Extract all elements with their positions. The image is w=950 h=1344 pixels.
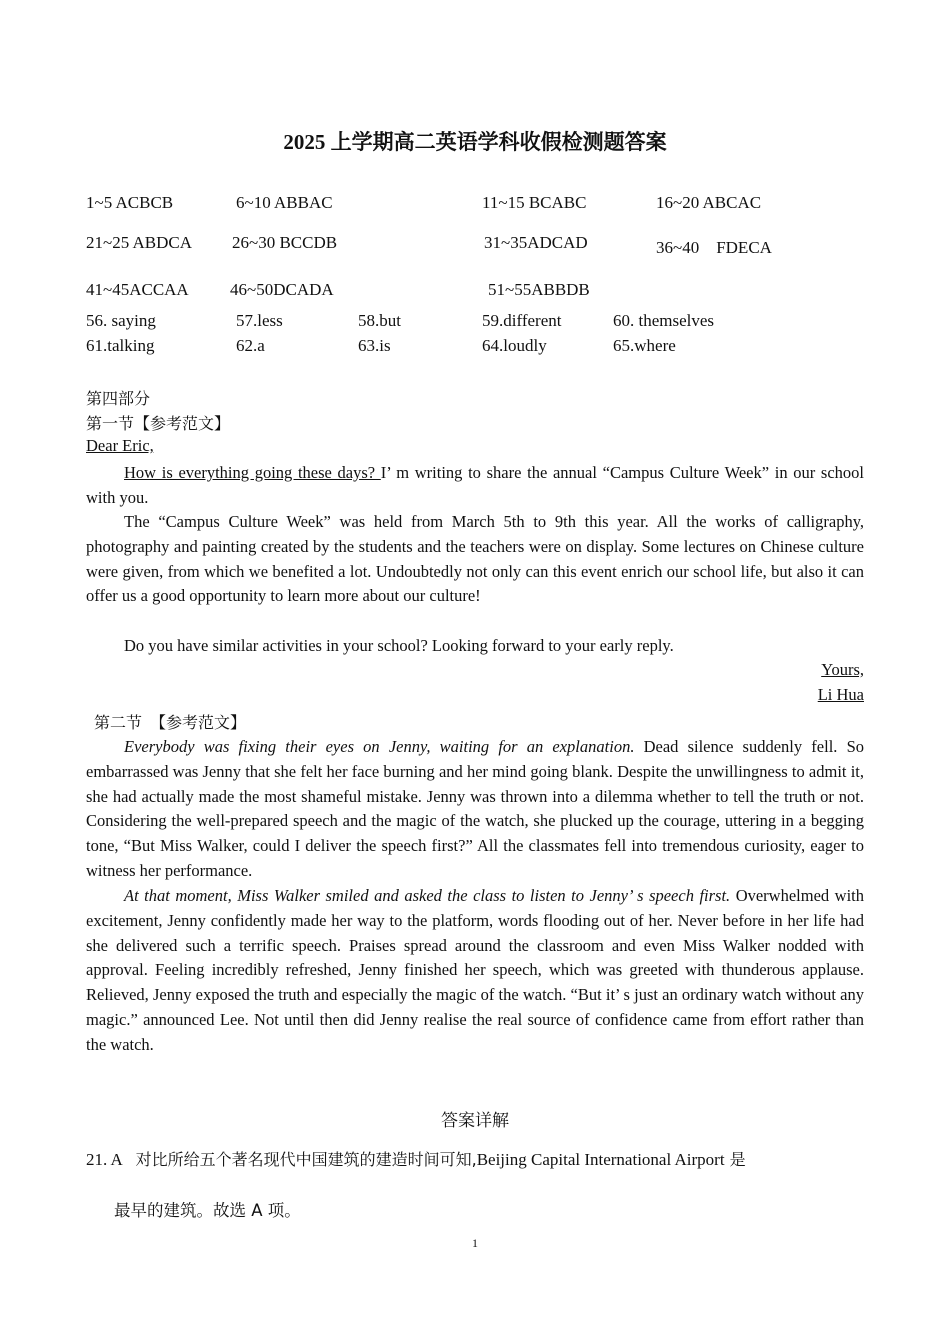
letter-salutation: Dear Eric, [86,436,154,455]
underlined-opening: How is everything going these days? [124,463,381,482]
explanation-q21 [86,1147,746,1170]
section2-heading: 第二节 【参考范文】 [94,713,247,732]
answer-cell: 16~20 ABCAC [656,193,762,212]
answer-cell: 6~10 ABBAC [236,193,333,212]
section1-heading: 第一节【参考范文】 [86,414,231,433]
answer-cell: 21~25 ABDCA [86,233,193,252]
paragraph-text: Dead silence suddenly fell. So embarrassed was Jenny that she felt her face burning and her mind going blank. Despite the unwillingness to admit it, she had actually made the most shameful mistake. Jenny was thrown into a dilemma whether to tell the truth or not. Considering the well-prepared speech and the magic of the watch, she plucked up the courage, uttering in a begging tone, “But Miss Walker, could I deliver the speech first?” All the classmates fell into tremendous curiosity, eager to witness her performance. [86,737,865,880]
answer-cell: 59.different [482,311,562,330]
letter-paragraph-3: Do you have similar activities in your school? Looking forward to your early reply. [124,636,674,655]
answer-cell: 58.but [358,311,401,330]
letter-signature: Li Hua [817,685,864,704]
answer-cell: 1~5 ACBCB [86,193,174,212]
letter-paragraph-1 [86,461,864,511]
page-number: 1 [472,1236,478,1250]
question-number: 21. A [86,1150,123,1169]
explanation-text: 对比所给五个著名现代中国建筑的建造时间可知, [135,1150,477,1169]
answer-cell: 36~40 FDECA [656,238,772,257]
given-opening-sentence: Everybody was fixing their eyes on Jenny, waiting for an explanation. [124,737,635,756]
explanation-q21-line2: 最早的建筑。故选 A 项。 [114,1201,301,1220]
answer-cell: 60. themselves [613,311,715,330]
letter-paragraph-2: The “Campus Culture Week” was held from March 5th to 9th this year. All the works of calligraphy, photography and painting created by the students and the teachers were on display. Some lectures on Chinese culture were given, from which we benefited a lot. Undoubtedly not only can this event enrich our school life, but also it can offer us a good opportunity to learn more about our culture! [86,512,864,606]
explanation-text: 是 [724,1150,746,1169]
explanation-text: Beijing Capital International Airport [476,1150,725,1169]
answer-cell: 63.is [358,336,391,355]
answer-cell: 65.where [613,336,676,355]
answer-cell: 61.talking [86,336,155,355]
letter-closing: Yours, [821,660,864,679]
paragraph-text: Overwhelmed with excitement, Jenny confidently made her way to the platform, words flooding out of her. Never before in her life had she delivered such a terrific speech. Praises spread around the classroom and even Miss Walker nodded with approval. Feeling incredibly refreshed, Jenny finished her speech, which was greeted with thunderous applause. Relieved, Jenny exposed the truth and especially the magic of the watch. “But it’ s just an ordinary watch without any magic.” announced Lee. Not until then did Jenny realise the real source of confidence came from effort rather than the watch. [86,886,864,1054]
answer-cell: 56. saying [86,311,156,330]
part4-heading: 第四部分 [86,389,151,408]
given-opening-sentence: At that moment, Miss Walker smiled and asked the class to listen to Jenny’ s speech first. [124,886,731,905]
answer-cell: 64.loudly [482,336,547,355]
answer-cell: 51~55ABBDB [488,280,590,299]
paragraph-text: I’ m writing to share the annual “Campus Culture Week” in our school with you. [86,463,865,507]
answer-cell: 57.less [236,311,283,330]
page-title: 2025 上学期高二英语学科收假检测题答案 [283,130,667,154]
answer-cell: 41~45ACCAA [86,280,189,299]
answer-cell: 31~35ADCAD [484,233,588,252]
answer-cell: 46~50DCADA [230,280,334,299]
answer-cell: 11~15 BCABC [482,193,587,212]
answer-cell: 62.a [236,336,265,355]
story-paragraph-1 [86,735,864,884]
answer-cell: 26~30 BCCDB [232,233,338,252]
explanation-heading: 答案详解 [441,1111,509,1131]
story-paragraph-2 [86,884,864,1058]
